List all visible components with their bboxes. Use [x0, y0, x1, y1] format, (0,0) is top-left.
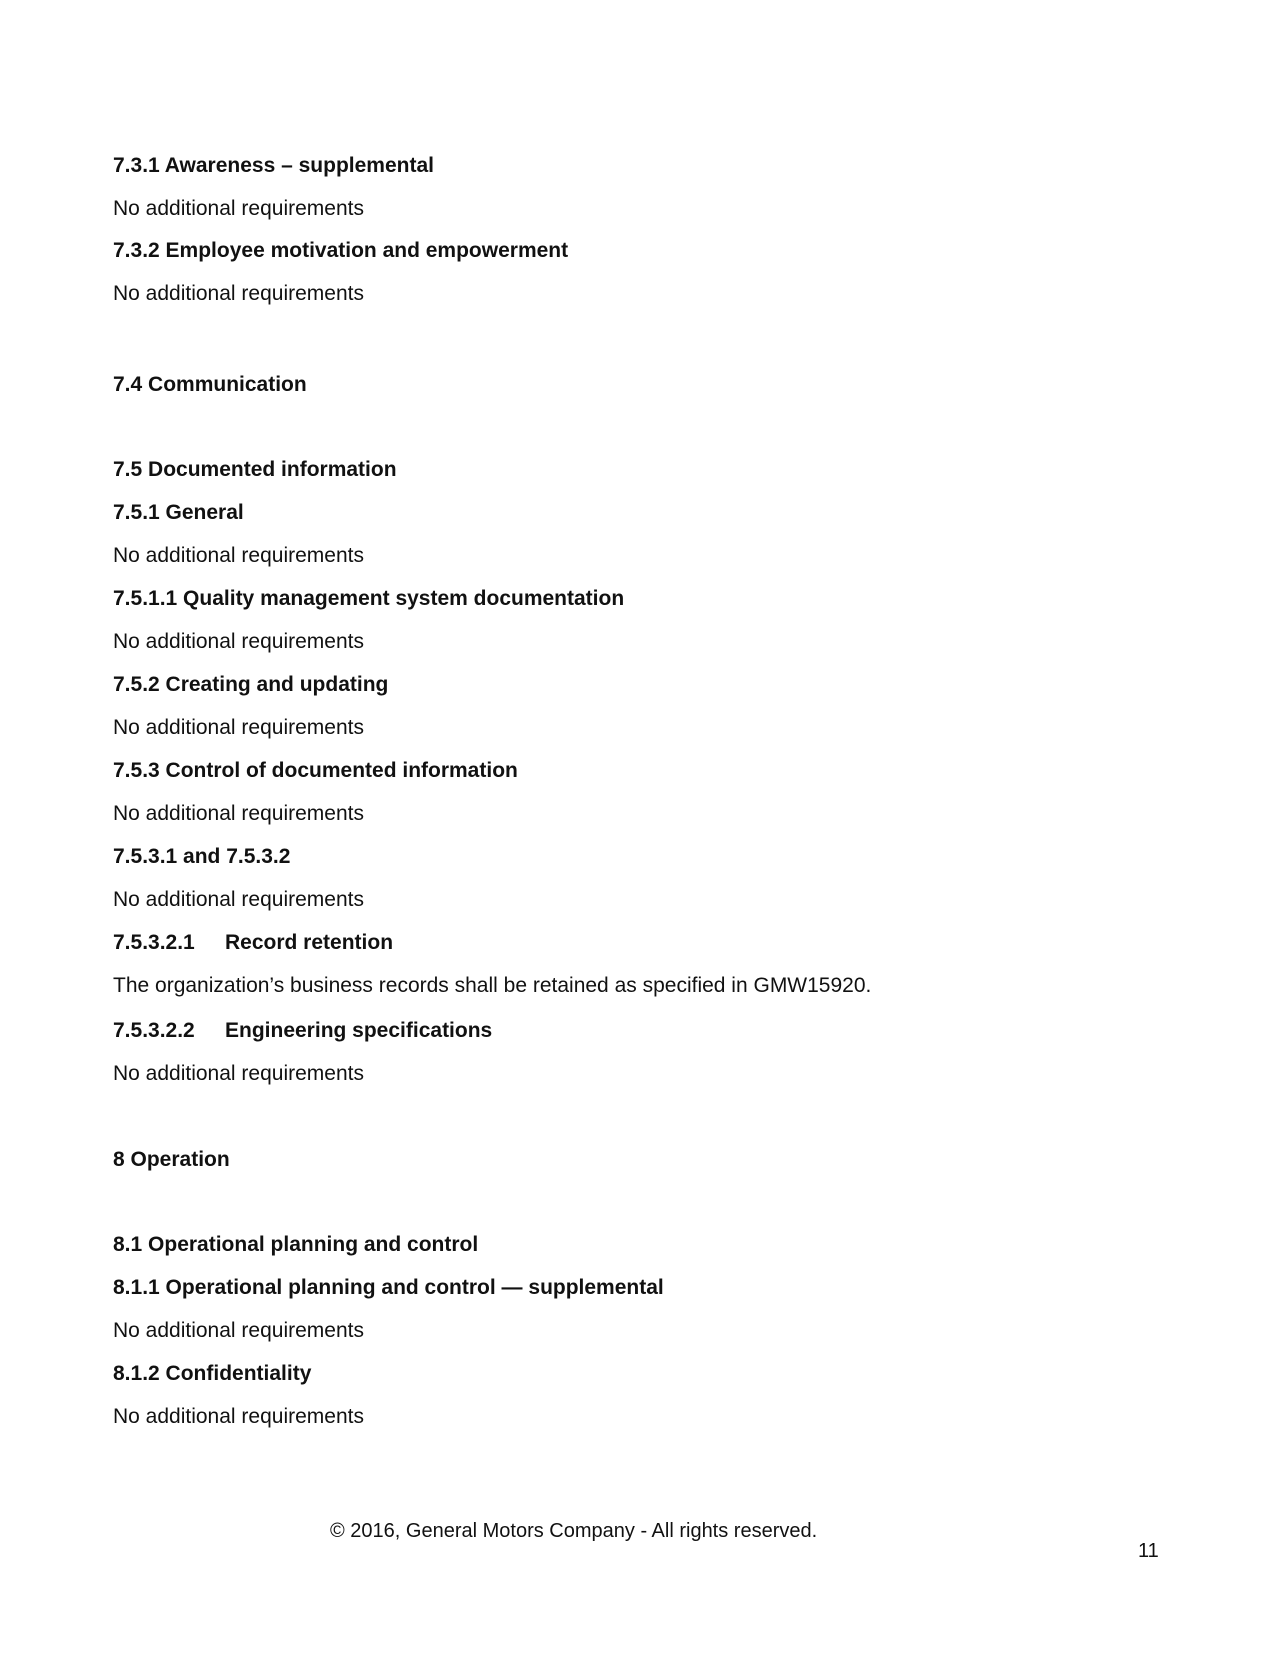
heading-title: Engineering specifications: [225, 1019, 493, 1042]
body-text-7-3-1: No additional requirements: [113, 197, 364, 220]
heading-title: Record retention: [225, 931, 394, 954]
heading-7-5-3: 7.5.3 Control of documented information: [113, 759, 518, 782]
heading-number: 7.5.3.2.1: [113, 931, 195, 954]
body-text-7-5-3-2-2: No additional requirements: [113, 1062, 364, 1085]
body-text-7-3-2: No additional requirements: [113, 282, 364, 305]
page-number: 11: [1138, 1540, 1159, 1562]
body-text-7-5-1: No additional requirements: [113, 544, 364, 567]
body-text-7-5-3-1-and-7-5-3-2: No additional requirements: [113, 888, 364, 911]
heading-7-5-3-2-1: [113, 930, 393, 956]
heading-7-5-3-1-and-7-5-3-2: 7.5.3.1 and 7.5.3.2: [113, 845, 291, 868]
heading-7-5: 7.5 Documented information: [113, 458, 397, 481]
body-text-7-5-2: No additional requirements: [113, 716, 364, 739]
heading-7-5-1-1: 7.5.1.1 Quality management system documentation: [113, 587, 625, 610]
body-text-8-1-1: No additional requirements: [113, 1319, 364, 1342]
body-text-7-5-1-1: No additional requirements: [113, 630, 364, 653]
heading-number: 7.5.3.2.2: [113, 1019, 195, 1042]
heading-7-5-3-2-2: [113, 1018, 492, 1044]
heading-8-1: 8.1 Operational planning and control: [113, 1233, 479, 1256]
heading-8-1-1: 8.1.1 Operational planning and control — supplemental: [113, 1276, 664, 1299]
body-text-7-5-3: No additional requirements: [113, 802, 364, 825]
footer-copyright: © 2016, General Motors Company - All rights reserved.: [330, 1520, 818, 1542]
heading-7-5-1: 7.5.1 General: [113, 501, 244, 524]
body-text-8-1-2: No additional requirements: [113, 1405, 364, 1428]
heading-7-5-2: 7.5.2 Creating and updating: [113, 673, 389, 696]
heading-8-1-2: 8.1.2 Confidentiality: [113, 1362, 312, 1385]
heading-7-3-1: 7.3.1 Awareness – supplemental: [113, 154, 434, 177]
heading-8: 8 Operation: [113, 1148, 230, 1171]
heading-7-3-2: 7.3.2 Employee motivation and empowerment: [113, 239, 569, 262]
body-text-7-5-3-2-1: The organization’s business records shall be retained as specified in GMW15920.: [113, 974, 872, 997]
heading-7-4: 7.4 Communication: [113, 373, 307, 396]
